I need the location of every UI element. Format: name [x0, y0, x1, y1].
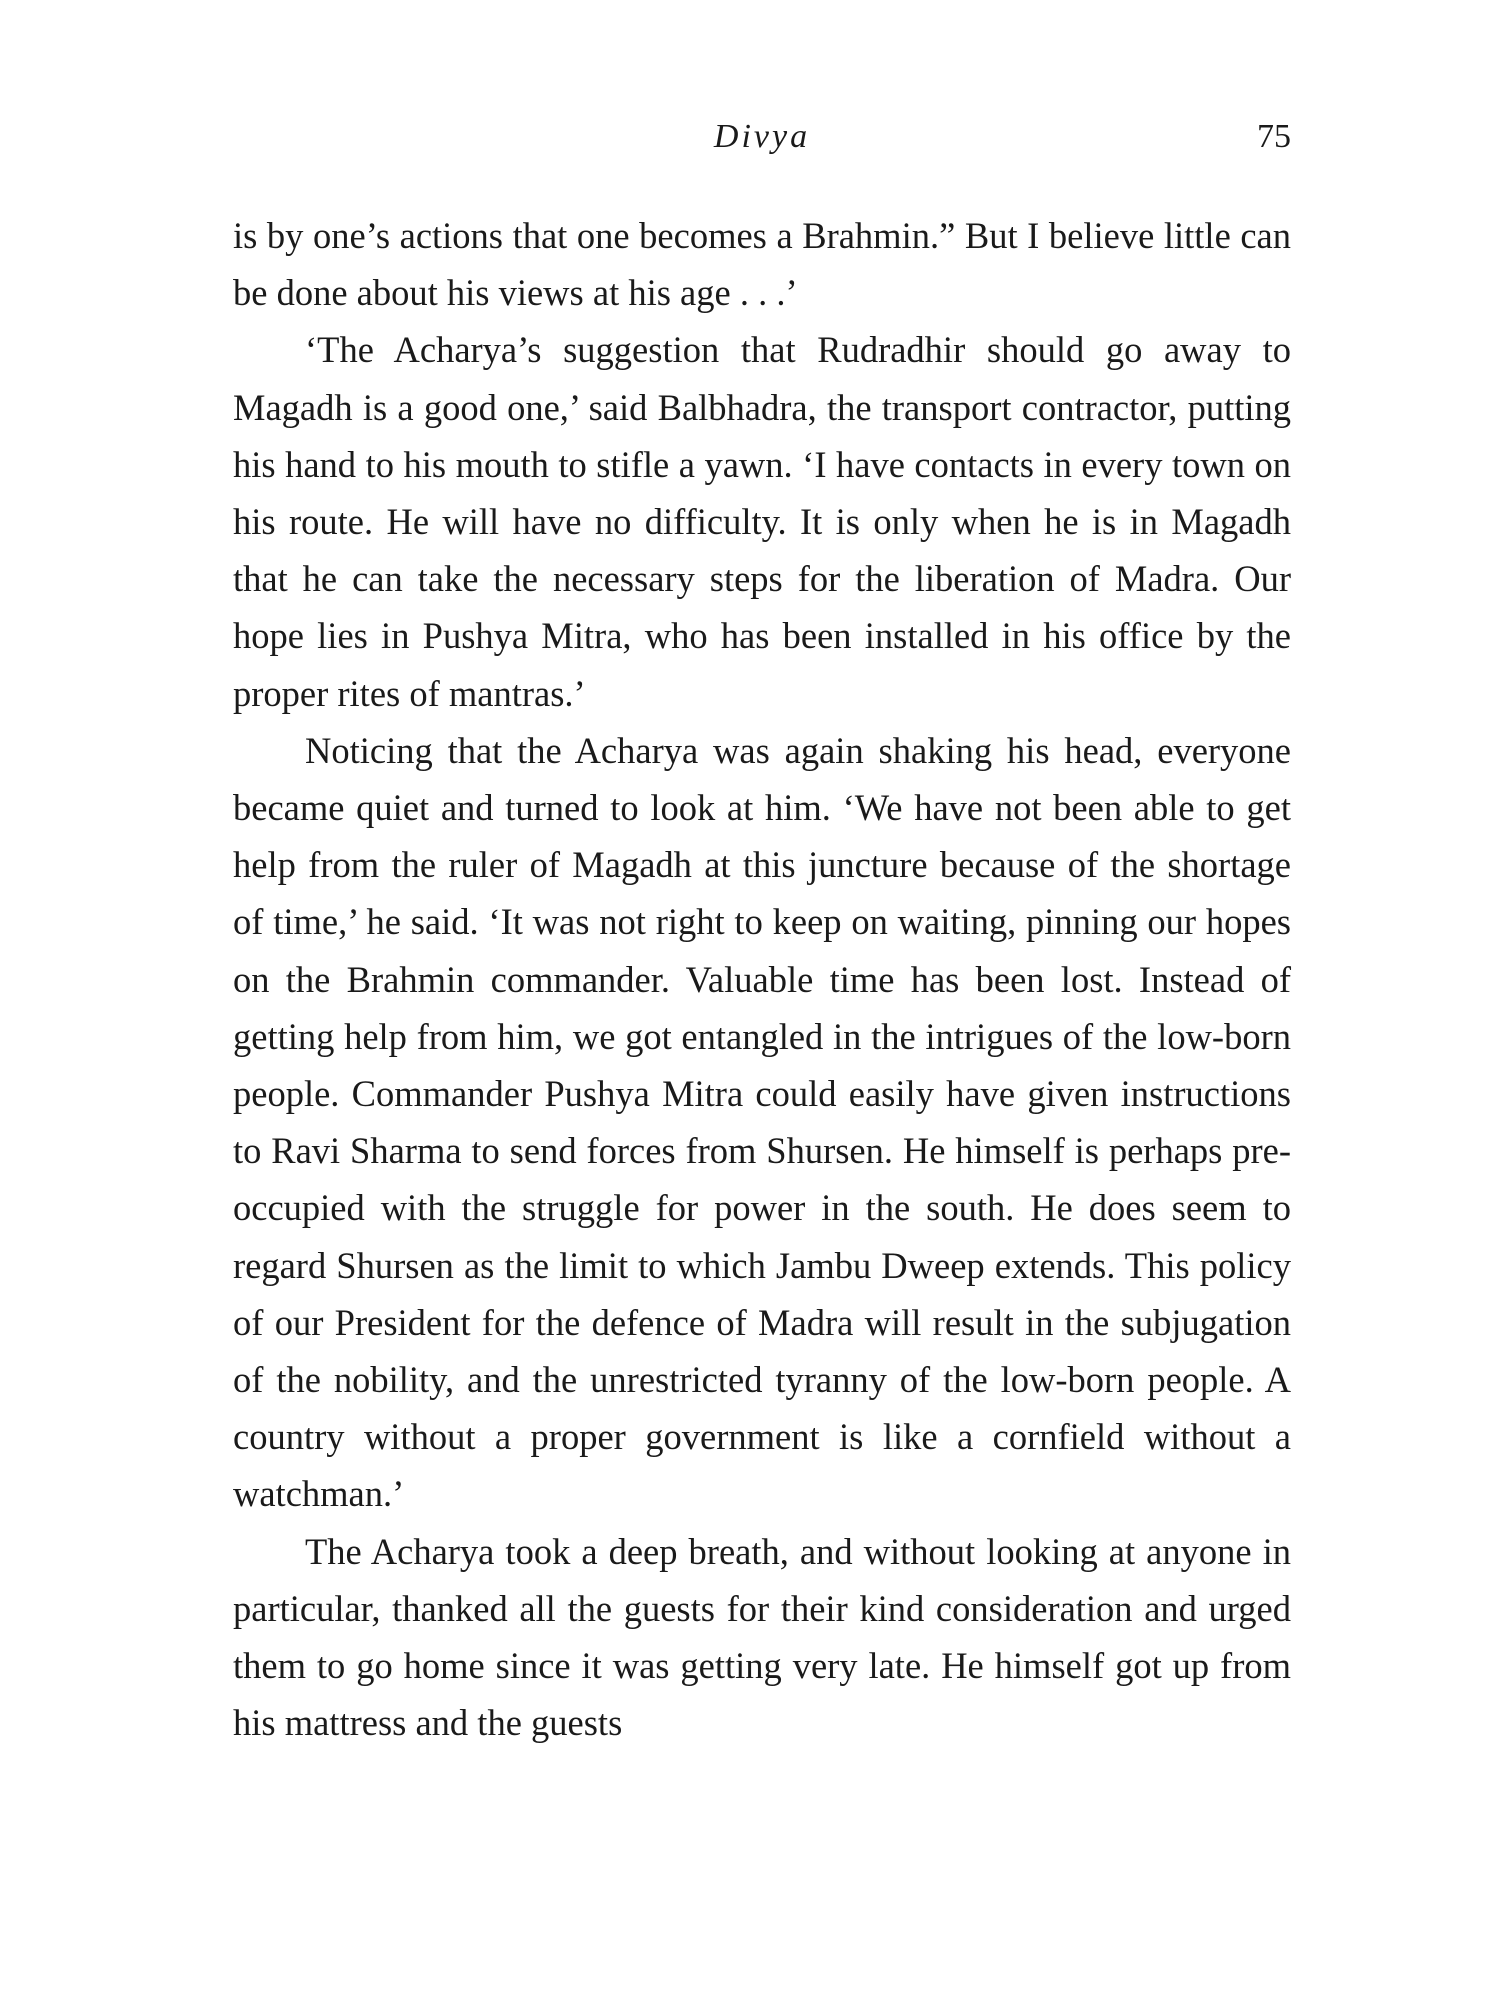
page-number: 75	[1257, 118, 1291, 155]
body-text	[233, 207, 1291, 1751]
paragraph-2: ‘The Acharya’s suggestion that Rudradhir should go away to Magadh is a good one,’ said Balbhadra, the transport contractor, putting his hand to his mouth to stifle a yawn. ‘I have contacts in every town on his route. He will have no difficulty. It is only when he is in Magadh that he can take the necessary steps for the liberation of Madra. Our hope lies in Pushya Mitra, who has been installed in his office by the proper rites of mantras.’	[233, 329, 1291, 714]
running-title: Divya	[713, 118, 811, 155]
paragraph-4: The Acharya took a deep breath, and without looking at anyone in particular, thanked all the guests for their kind consideration and urged them to go home since it was getting very late. He himself got up from his mattress and the guests	[233, 1530, 1291, 1744]
paragraph-3: Noticing that the Acharya was again shaking his head, everyone became quiet and turned to look at him. ‘We have not been able to get help from the ruler of Magadh at this juncture because of the shortage of time,’ he said. ‘It was not right to keep on waiting, pinning our hopes on the Brahmin commander. Valuable time has been lost. Instead of getting help from him, we got entangled in the intrigues of the low-born people. Commander Pushya Mitra could easily have given instructions to Ravi Sharma to send forces from Shursen. He himself is perhaps pre-occupied with the struggle for power in the south. He does seem to regard Shursen as the limit to which Jambu Dweep extends. This policy of our President for the defence of Madra will result in the subjugation of the nobility, and the unrestricted tyranny of the low-born people. A country without a proper government is like a cornfield without a watchman.’	[233, 729, 1291, 1515]
running-head	[233, 118, 1291, 168]
paragraph-1: is by one’s actions that one becomes a Brahmin.” But I believe little can be done about his views at his age . . .’	[233, 215, 1291, 314]
